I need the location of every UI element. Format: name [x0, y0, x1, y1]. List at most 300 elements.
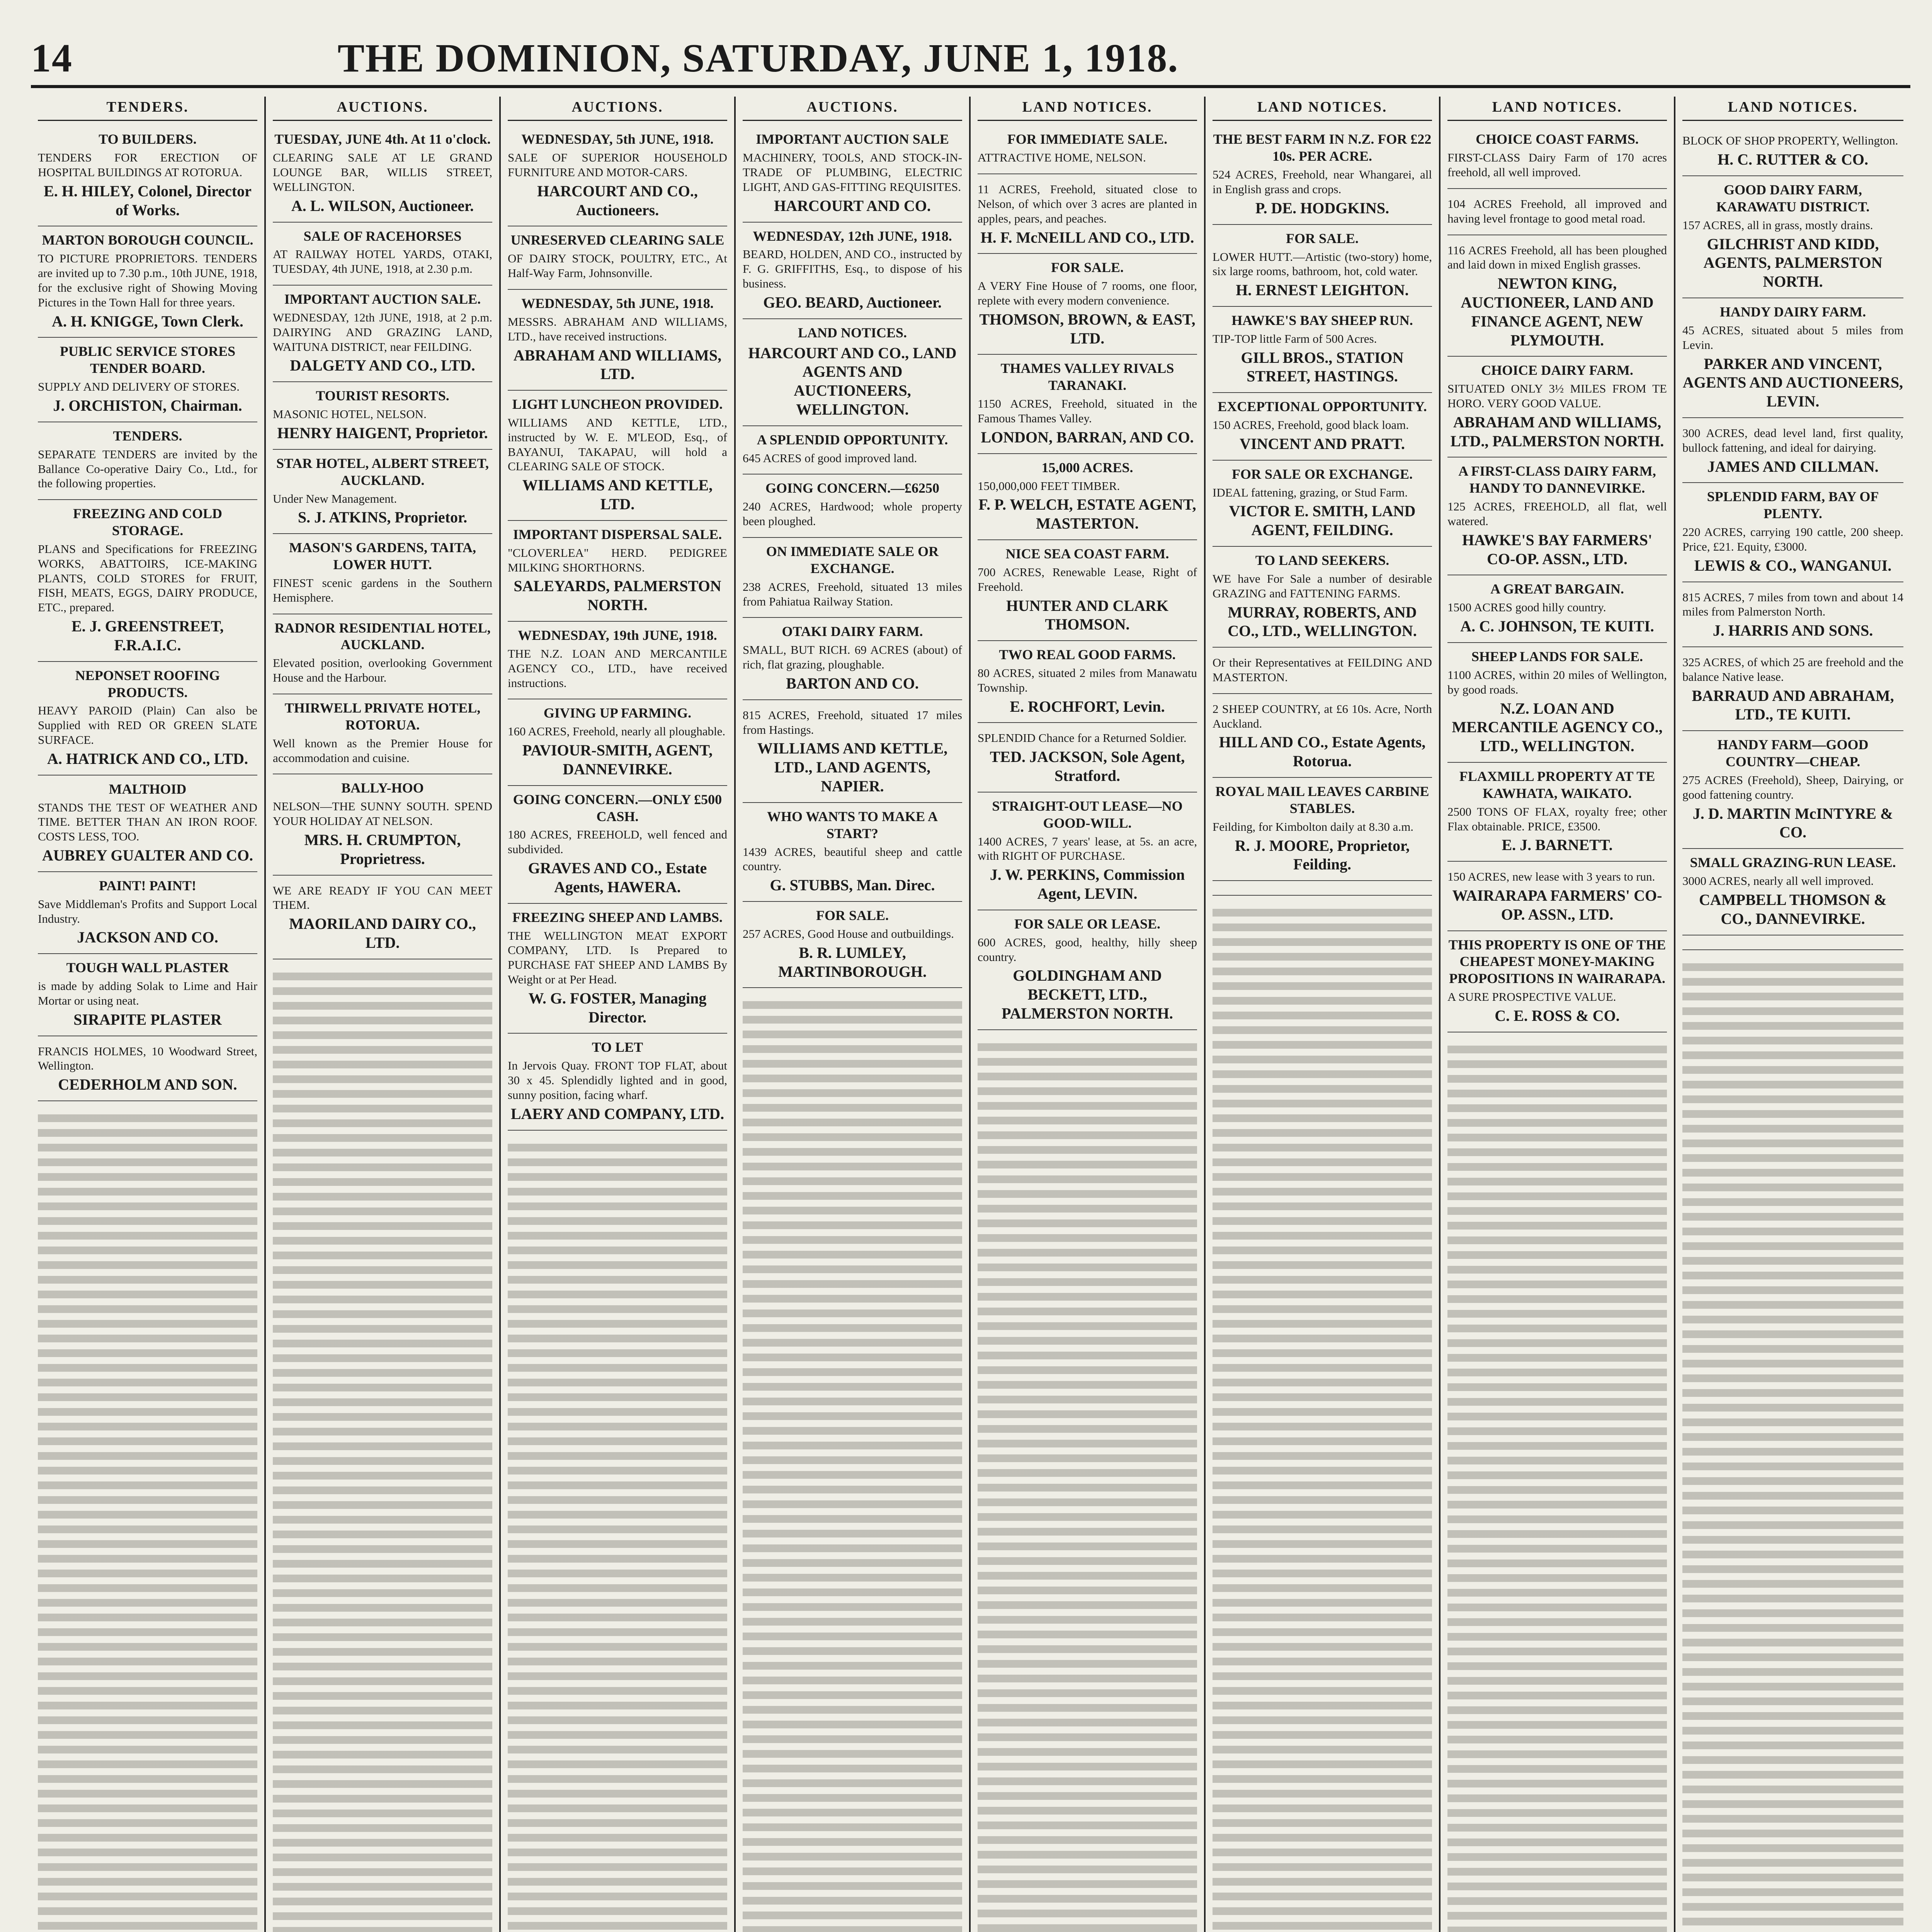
classified-ad — [1213, 461, 1432, 547]
classified-ad — [1447, 575, 1667, 643]
ad-text: SPLENDID Chance for a Returned Soldier. — [978, 731, 1187, 745]
ad-heading: TOUGH WALL PLASTER — [66, 960, 229, 976]
dense-small-print — [1213, 902, 1432, 1932]
ad-signature: HILL AND CO., Estate Agents, Rotorua. — [1219, 733, 1426, 770]
ad-signature: GOLDINGHAM AND BECKETT, LTD., PALMERSTON NORTH. — [1002, 967, 1173, 1022]
ad-heading: SPLENDID FARM, BAY OF PLENTY. — [1707, 489, 1879, 522]
ad-heading: NICE SEA COAST FARM. — [1005, 546, 1169, 561]
ad-text: FRANCIS HOLMES, 10 Woodward Street, Wellington. — [38, 1044, 257, 1073]
ad-text: WE have For Sale a number of desirable GRAZING and FATTENING FARMS. — [1213, 571, 1432, 600]
classified-ad — [508, 521, 727, 622]
ad-heading: FOR IMMEDIATE SALE. — [1007, 131, 1168, 147]
ad-signature: N.Z. LOAN AND MERCANTILE AGENCY CO., LTD., WELLINGTON. — [1452, 699, 1663, 755]
column-5 — [971, 97, 1206, 1932]
classified-ad — [38, 226, 257, 338]
classified-ad — [273, 223, 492, 286]
classified-ad — [38, 500, 257, 662]
classified-ad — [743, 618, 962, 700]
ad-signature: G. STUBBS, Man. Direc. — [770, 876, 935, 894]
page-number: 14 — [31, 36, 73, 80]
ad-signature: HARCOURT AND CO., LAND AGENTS AND AUCTIONEERS, WELLINGTON. — [748, 344, 957, 418]
ad-signature: E. J. BARNETT. — [1502, 836, 1613, 854]
ad-text: 104 ACRES Freehold, all improved and having level frontage to good metal road. — [1447, 197, 1667, 225]
ad-text: FIRST-CLASS Dairy Farm of 170 acres freehold, all well improved. — [1447, 151, 1667, 179]
ad-heading: WEDNESDAY, 19th JUNE, 1918. — [518, 628, 717, 643]
ad-heading: RADNOR RESIDENTIAL HOTEL, AUCKLAND. — [274, 620, 491, 653]
classified-ad — [978, 540, 1197, 641]
ad-heading: LAND NOTICES. — [798, 325, 907, 340]
ad-text: 180 ACRES, FREEHOLD, well fenced and subdivided. — [508, 828, 727, 856]
classified-ad — [743, 474, 962, 538]
column-7 — [1440, 97, 1675, 1932]
ad-signature: HUNTER AND CLARK THOMSON. — [1006, 597, 1169, 633]
ad-heading: GOOD DAIRY FARM, KARAWATU DISTRICT. — [1716, 182, 1870, 214]
ad-text: 150 ACRES, new lease with 3 years to run. — [1447, 870, 1655, 884]
ad-heading: GOING CONCERN.—£6250 — [765, 480, 940, 496]
ad-text: 325 ACRES, of which 25 are freehold and the balance Native lease. — [1682, 655, 1903, 684]
ad-signature: VINCENT AND PRATT. — [1240, 435, 1405, 452]
classified-ad — [978, 910, 1197, 1030]
ad-heading: STRAIGHT-OUT LEASE—NO GOOD-WILL. — [992, 798, 1183, 831]
ad-heading: ON IMMEDIATE SALE OR EXCHANGE. — [766, 543, 939, 576]
classified-ad — [1447, 931, 1667, 1032]
classified-ad — [273, 534, 492, 614]
column-heading: TENDERS. — [38, 97, 257, 121]
ad-heading: WEDNESDAY, 5th JUNE, 1918. — [521, 131, 714, 147]
dense-small-print — [38, 1107, 257, 1932]
newspaper-title: THE DOMINION, SATURDAY, JUNE 1, 1918. — [337, 36, 1179, 80]
classified-ad — [743, 426, 962, 475]
dense-small-print — [743, 994, 962, 1932]
ad-signature: SALEYARDS, PALMERSTON NORTH. — [514, 577, 721, 614]
ad-signature: J. W. PERKINS, Commission Agent, LEVIN. — [990, 866, 1185, 903]
ad-signature: DALGETY AND CO., LTD. — [290, 357, 475, 374]
ad-text: Well known as the Premier House for accommodation and cuisine. — [273, 736, 492, 765]
ad-signature: WAIRARAPA FARMERS' CO-OP. ASSN., LTD. — [1452, 886, 1662, 923]
classified-ad — [1682, 483, 1903, 582]
classified-ad — [978, 355, 1197, 454]
ad-text: WE ARE READY IF YOU CAN MEET THEM. — [273, 883, 492, 912]
ad-signature: E. J. GREENSTREET, F.R.A.I.C. — [71, 617, 224, 654]
ad-signature: HARCOURT AND CO., Auctioneers. — [537, 182, 698, 219]
ad-text: In Jervois Quay. FRONT TOP FLAT, about 30 x 45. Splendidly lighted and in good, sunny position, facing wharf. — [508, 1059, 727, 1102]
ad-signature: B. R. LUMLEY, MARTINBOROUGH. — [778, 944, 927, 980]
ad-heading: SHEEP LANDS FOR SALE. — [1471, 649, 1643, 664]
dense-small-print — [1682, 956, 1903, 1932]
classified-ad — [273, 450, 492, 534]
ad-heading: A GREAT BARGAIN. — [1490, 581, 1624, 597]
ad-signature: BARTON AND CO. — [786, 674, 919, 692]
ad-text: 600 ACRES, good, healthy, hilly sheep country. — [978, 935, 1197, 964]
ad-text: SMALL, BUT RICH. 69 ACRES (about) of rich, flat grazing, ploughable. — [743, 643, 962, 672]
ad-text: "CLOVERLEA" HERD. PEDIGREE MILKING SHORTHORNS. — [508, 546, 727, 574]
ad-signature: MURRAY, ROBERTS, AND CO., LTD., WELLINGTON. — [1228, 603, 1417, 640]
column-2 — [266, 97, 501, 1932]
ad-text: 125 ACRES, FREEHOLD, all flat, well watered. — [1447, 500, 1667, 528]
classified-ad — [273, 876, 492, 959]
classified-ad — [1447, 357, 1667, 457]
ad-text: THE N.Z. LOAN AND MERCANTILE AGENCY CO., LTD., have received instructions. — [508, 646, 727, 690]
classified-ad — [1682, 647, 1903, 731]
ad-signature: LAERY AND COMPANY, LTD. — [510, 1105, 724, 1122]
ad-text: TIP-TOP little Farm of 500 Acres. — [1213, 332, 1377, 345]
ad-heading: TUESDAY, JUNE 4th. At 11 o'clock. — [274, 131, 491, 147]
classified-ad — [1213, 881, 1432, 896]
ad-heading: HANDY DAIRY FARM. — [1719, 304, 1866, 320]
ad-text: 700 ACRES, Renewable Lease, Right of Freehold. — [978, 565, 1197, 594]
classified-ad — [1447, 126, 1667, 189]
column-6 — [1206, 97, 1440, 1932]
classified-ad — [1213, 694, 1432, 778]
ad-text: 1150 ACRES, Freehold, situated in the Famous Thames Valley. — [978, 397, 1197, 425]
ad-signature: J. D. MARTIN McINTYRE & CO. — [1692, 804, 1893, 841]
ad-signature: CEDERHOLM AND SON. — [58, 1076, 237, 1094]
classified-ad — [743, 319, 962, 426]
ad-text: ATTRACTIVE HOME, NELSON. — [978, 151, 1146, 165]
ad-text: STANDS THE TEST OF WEATHER AND TIME. BETTER THAN AN IRON ROOF. COSTS LESS, TOO. — [38, 800, 257, 844]
ad-heading: OTAKI DAIRY FARM. — [782, 624, 923, 639]
ad-text: TENDERS FOR ERECTION OF HOSPITAL BUILDINGS AT ROTORUA. — [38, 151, 257, 179]
ad-text: 524 ACRES, Freehold, near Whangarei, all in English grass and crops. — [1213, 168, 1432, 196]
classified-ad — [1682, 582, 1903, 647]
ad-text: 238 ACRES, Freehold, situated 13 miles from Pahiatua Railway Station. — [743, 580, 962, 608]
ad-signature: F. P. WELCH, ESTATE AGENT, MASTERTON. — [978, 496, 1196, 532]
ad-heading: THIRWELL PRIVATE HOTEL, ROTORUA. — [284, 700, 481, 733]
classified-ad — [38, 662, 257, 776]
ad-text: 150 ACRES, Freehold, good black loam. — [1213, 418, 1409, 432]
classified-ad — [1213, 547, 1432, 648]
dense-small-print — [508, 1137, 727, 1932]
classified-ad — [508, 699, 727, 786]
ad-text: BEARD, HOLDEN, AND CO., instructed by F. G. GRIFFITHS, Esq., to dispose of his business. — [743, 247, 962, 291]
ad-heading: FOR SALE OR LEASE. — [1014, 916, 1161, 932]
ad-text: WILLIAMS AND KETTLE, LTD., instructed by W. E. M'LEOD, Esq., of BAYANUI, TAKAPAU, will hold a CLEARING SALE OF STOCK. — [508, 416, 727, 473]
ad-text: Under New Management. — [273, 492, 397, 505]
classified-ad — [1447, 189, 1667, 235]
ad-signature: MAORILAND DAIRY CO., LTD. — [289, 915, 476, 951]
ad-heading: UNRESERVED CLEARING SALE — [510, 232, 724, 248]
ad-signature: BARRAUD AND ABRAHAM, LTD., TE KUITI. — [1692, 687, 1894, 723]
ad-signature: H. F. McNEILL AND CO., LTD. — [980, 228, 1194, 246]
ad-heading: LIGHT LUNCHEON PROVIDED. — [512, 396, 723, 412]
ad-text: BLOCK OF SHOP PROPERTY, Wellington. — [1682, 134, 1898, 148]
ad-heading: TO BUILDERS. — [99, 131, 197, 147]
ad-signature: S. J. ATKINS, Proprietor. — [298, 509, 468, 526]
classified-ad — [1213, 778, 1432, 881]
ad-signature: E. H. HILEY, Colonel, Director of Works. — [44, 182, 252, 219]
column-heading: AUCTIONS. — [743, 97, 962, 121]
ad-heading: FLAXMILL PROPERTY AT TE KAWHATA, WAIKATO. — [1459, 768, 1655, 801]
ad-signature: AUBREY GUALTER AND CO. — [42, 847, 253, 864]
ad-heading: CHOICE COAST FARMS. — [1476, 131, 1639, 147]
columns — [31, 97, 1910, 1932]
classified-ad — [508, 622, 727, 699]
ad-signature: PARKER AND VINCENT, AGENTS AND AUCTIONEERS, LEVIN. — [1682, 355, 1903, 410]
ad-text: 1100 ACRES, within 20 miles of Wellington, by good roads. — [1447, 668, 1667, 696]
ad-signature: C. E. ROSS & CO. — [1495, 1007, 1620, 1025]
ad-text: 45 ACRES, situated about 5 miles from Levin. — [1682, 323, 1903, 352]
ad-signature: ABRAHAM AND WILLIAMS, LTD., PALMERSTON NORTH. — [1450, 413, 1664, 450]
classified-ad — [1682, 418, 1903, 483]
ad-text: THE WELLINGTON MEAT EXPORT COMPANY, LTD. Is Prepared to PURCHASE FAT SHEEP AND LAMBS By Weight or at Per Head. — [508, 929, 727, 986]
ad-text: Feilding, for Kimbolton daily at 8.30 a.m. — [1213, 820, 1414, 833]
ad-text: OF DAIRY STOCK, POULTRY, ETC., At Half-Way Farm, Johnsonville. — [508, 252, 727, 280]
ad-heading: GIVING UP FARMING. — [543, 705, 692, 721]
classified-ad — [1213, 126, 1432, 224]
ad-signature: A. C. JOHNSON, TE KUITI. — [1460, 617, 1654, 635]
column-1 — [31, 97, 266, 1932]
classified-ad — [743, 538, 962, 618]
ad-text: MASONIC HOTEL, NELSON. — [273, 407, 427, 421]
classified-ad — [38, 126, 257, 226]
ad-heading: STAR HOTEL, ALBERT STREET, AUCKLAND. — [276, 455, 489, 488]
ad-signature: CAMPBELL THOMSON & CO., DANNEVIRKE. — [1699, 891, 1887, 927]
ad-heading: MALTHOID — [109, 781, 187, 797]
classified-ad — [1447, 862, 1667, 931]
ad-text: FINEST scenic gardens in the Southern Hemisphere. — [273, 576, 492, 604]
classified-ad — [1213, 307, 1432, 393]
classified-ad — [978, 126, 1197, 174]
classified-ad — [1682, 298, 1903, 418]
classified-ad — [508, 290, 727, 391]
ad-text: 11 ACRES, Freehold, situated close to Nelson, of which over 3 acres are planted in apples, pears, and peaches. — [978, 182, 1197, 225]
ad-text: 157 ACRES, all in grass, mostly drains. — [1682, 218, 1873, 232]
ad-heading: FREEZING AND COLD STORAGE. — [73, 506, 223, 539]
ad-text: 80 ACRES, situated 2 miles from Manawatu Township. — [978, 666, 1197, 694]
classified-ad — [743, 803, 962, 902]
ad-signature: WILLIAMS AND KETTLE, LTD., LAND AGENTS, NAPIER. — [757, 740, 948, 795]
ad-heading: SALE OF RACEHORSES — [303, 228, 462, 244]
ad-heading: PUBLIC SERVICE STORES TENDER BOARD. — [60, 344, 236, 376]
ad-text: 1500 ACRES good hilly country. — [1447, 600, 1606, 614]
classified-ad — [1682, 126, 1903, 176]
ad-heading: 15,000 ACRES. — [1041, 459, 1133, 475]
ad-heading: PAINT! PAINT! — [99, 878, 196, 893]
ad-text: A VERY Fine House of 7 rooms, one floor, replete with every modern convenience. — [978, 279, 1197, 308]
classified-ad — [38, 1036, 257, 1101]
ad-text: Elevated position, overlooking Government House and the Harbour. — [273, 656, 492, 685]
ad-text: MESSRS. ABRAHAM AND WILLIAMS, LTD., have received instructions. — [508, 315, 727, 343]
newspaper-page — [31, 31, 1910, 1932]
ad-text: 2 SHEEP COUNTRY, at £6 10s. Acre, North Auckland. — [1213, 702, 1432, 730]
ad-signature: HARCOURT AND CO. — [774, 197, 931, 214]
classified-ad — [38, 954, 257, 1036]
column-4 — [736, 97, 971, 1932]
ad-text: 815 ACRES, Freehold, situated 17 miles from Hastings. — [743, 708, 962, 736]
dense-small-print — [978, 1036, 1197, 1932]
ad-signature: A. H. KNIGGE, Town Clerk. — [52, 312, 243, 330]
ad-text: SUPPLY AND DELIVERY OF STORES. — [38, 380, 240, 394]
ad-heading: SMALL GRAZING-RUN LEASE. — [1690, 855, 1896, 871]
ad-heading: TENDERS. — [113, 428, 182, 444]
classified-ad — [1213, 393, 1432, 461]
classified-ad — [273, 126, 492, 222]
ad-text: WEDNESDAY, 12th JUNE, 1918, at 2 p.m. DAIRYING AND GRAZING LAND, WAITUNA DISTRICT, near FEILDING. — [273, 310, 492, 354]
ad-text: 150,000,000 FEET TIMBER. — [978, 479, 1120, 493]
column-heading: LAND NOTICES. — [978, 97, 1197, 121]
classified-ad — [273, 382, 492, 450]
ad-heading: IMPORTANT DISPERSAL SALE. — [513, 526, 722, 542]
ad-signature: MRS. H. CRUMPTON, Proprietress. — [304, 831, 461, 867]
ad-text: 116 ACRES Freehold, all has been ploughed and laid down in mixed English grasses. — [1447, 243, 1667, 272]
classified-ad — [1213, 648, 1432, 694]
ad-heading: HANDY FARM—GOOD COUNTRY—CHEAP. — [1717, 737, 1869, 770]
column-3 — [501, 97, 736, 1932]
ad-signature: HENRY HAIGENT, Proprietor. — [277, 424, 488, 442]
ad-signature: NEWTON KING, AUCTIONEER, LAND AND FINANCE AGENT, NEW PLYMOUTH. — [1461, 275, 1654, 349]
classified-ad — [743, 902, 962, 988]
column-heading: LAND NOTICES. — [1682, 97, 1903, 121]
dense-small-print — [273, 966, 492, 1932]
ad-text: IDEAL fattening, grazing, or Stud Farm. — [1213, 485, 1408, 499]
ad-heading: THAMES VALLEY RIVALS TARANAKI. — [1000, 361, 1174, 393]
classified-ad — [508, 391, 727, 521]
ad-signature: R. J. MOORE, Proprietor, Feilding. — [1235, 837, 1410, 873]
ad-signature: HAWKE'S BAY FARMERS' CO-OP. ASSN., LTD. — [1462, 531, 1652, 568]
classified-ad — [1682, 849, 1903, 935]
ad-heading: A SPLENDID OPPORTUNITY. — [757, 432, 948, 447]
ad-signature: JACKSON AND CO. — [77, 929, 218, 946]
ad-text: 645 ACRES of good improved land. — [743, 451, 917, 465]
ad-signature: W. G. FOSTER, Managing Director. — [528, 989, 707, 1026]
ad-heading: TWO REAL GOOD FARMS. — [999, 647, 1176, 663]
ad-heading: FOR SALE. — [816, 908, 889, 923]
column-8 — [1675, 97, 1910, 1932]
classified-ad — [978, 723, 1197, 792]
classified-ad — [38, 338, 257, 422]
ad-heading: CHOICE DAIRY FARM. — [1481, 362, 1633, 378]
classified-ad — [743, 223, 962, 319]
ad-heading: TOURIST RESORTS. — [316, 388, 449, 404]
ad-heading: ROYAL MAIL LEAVES CARBINE STABLES. — [1215, 784, 1429, 816]
ad-heading: FOR SALE. — [1286, 230, 1359, 246]
ad-signature: A. HATRICK AND CO., LTD. — [47, 750, 248, 767]
ad-text: LOWER HUTT.—Artistic (two-story) home, six large rooms, bathroom, hot, cold water. — [1213, 250, 1432, 278]
ad-heading: MASON'S GARDENS, TAITA, LOWER HUTT. — [289, 540, 476, 573]
ad-text: 220 ACRES, carrying 190 cattle, 200 sheep. Price, £21. Equity, £3000. — [1682, 525, 1903, 553]
classified-ad — [1447, 763, 1667, 862]
classified-ad — [508, 226, 727, 290]
classified-ad — [38, 776, 257, 872]
classified-ad — [1447, 457, 1667, 575]
ad-heading: GOING CONCERN.—ONLY £500 CASH. — [513, 791, 722, 824]
column-heading: LAND NOTICES. — [1213, 97, 1432, 121]
classified-ad — [1682, 935, 1903, 950]
classified-ad — [978, 254, 1197, 355]
ad-signature: P. DE. HODGKINS. — [1255, 199, 1389, 217]
dense-small-print — [1447, 1039, 1667, 1932]
ad-signature: LEWIS & CO., WANGANUI. — [1694, 556, 1892, 574]
ad-heading: FOR SALE OR EXCHANGE. — [1231, 466, 1413, 482]
classified-ad — [978, 641, 1197, 723]
ad-heading: IMPORTANT AUCTION SALE — [756, 131, 949, 147]
ad-text: CLEARING SALE AT LE GRAND LOUNGE BAR, WILLIS STREET, WELLINGTON. — [273, 151, 492, 194]
ad-signature: J. ORCHISTON, Chairman. — [53, 397, 242, 415]
ad-signature: H. ERNEST LEIGHTON. — [1236, 281, 1409, 299]
ad-heading: WHO WANTS TO MAKE A START? — [767, 808, 938, 841]
ad-text: 275 ACRES (Freehold), Sheep, Dairying, or good fattening country. — [1682, 773, 1903, 801]
ad-signature: LONDON, BARRAN, AND CO. — [981, 428, 1194, 446]
ad-text: PLANS and Specifications for FREEZING WORKS, ABATTOIRS, ICE-MAKING PLANTS, COLD STORES for FRUIT, FISH, MEATS, EGGS, DAIRY PRODUCE, ETC., prepared. — [38, 542, 257, 614]
ad-heading: NEPONSET ROOFING PRODUCTS. — [75, 667, 220, 700]
ad-heading: THE BEST FARM IN N.Z. FOR £22 10s. PER ACRE. — [1213, 131, 1432, 164]
ad-text: 2500 TONS OF FLAX, royalty free; other Flax obtainable. PRICE, £3500. — [1447, 804, 1667, 833]
ad-signature: THOMSON, BROWN, & EAST, LTD. — [979, 310, 1196, 347]
ad-text: TO PICTURE PROPRIETORS. TENDERS are invited up to 7.30 p.m., 10th JUNE, 1918, for the exclusive right of Showing Moving Pictures in the Town Hall for three years. — [38, 252, 257, 309]
ad-signature: PAVIOUR-SMITH, AGENT, DANNEVIRKE. — [522, 742, 713, 778]
ad-signature: ABRAHAM AND WILLIAMS, LTD. — [513, 346, 722, 383]
ad-text: NELSON—THE SUNNY SOUTH. SPEND YOUR HOLIDAY AT NELSON. — [273, 799, 492, 828]
classified-ad — [978, 174, 1197, 254]
ad-text: 257 ACRES, Good House and outbuildings. — [743, 927, 954, 940]
ad-text: AT RAILWAY HOTEL YARDS, OTAKI, TUESDAY, 4th JUNE, 1918, at 2.30 p.m. — [273, 247, 492, 276]
ad-heading: FOR SALE. — [1051, 260, 1124, 276]
ad-text: 1400 ACRES, 7 years' lease, at 5s. an acre, with RIGHT OF PURCHASE. — [978, 834, 1197, 863]
ad-text: 240 ACRES, Hardwood; whole property been ploughed. — [743, 500, 962, 528]
ad-text: 3000 ACRES, nearly all well improved. — [1682, 874, 1874, 888]
classified-ad — [978, 793, 1197, 910]
ad-text: A SURE PROSPECTIVE VALUE. — [1447, 990, 1616, 1004]
ad-signature: TED. JACKSON, Sole Agent, Stratford. — [990, 748, 1185, 785]
classified-ad — [1682, 176, 1903, 298]
ad-heading: IMPORTANT AUCTION SALE. — [284, 291, 481, 307]
ad-text: 160 ACRES, Freehold, nearly all ploughable. — [508, 724, 726, 738]
classified-ad — [273, 614, 492, 694]
classified-ad — [1213, 225, 1432, 307]
ad-signature: WILLIAMS AND KETTLE, LTD. — [522, 476, 713, 513]
ad-signature: A. L. WILSON, Auctioneer. — [291, 197, 474, 214]
ad-signature: SIRAPITE PLASTER — [73, 1010, 222, 1028]
column-heading: AUCTIONS. — [508, 97, 727, 121]
ad-signature: VICTOR E. SMITH, LAND AGENT, FEILDING. — [1229, 502, 1416, 539]
ad-signature: GILCHRIST AND KIDD, AGENTS, PALMERSTON NORTH. — [1703, 235, 1883, 291]
ad-signature: JAMES AND CILLMAN. — [1707, 457, 1879, 475]
ad-text: Or their Representatives at FEILDING AND MASTERTON. — [1213, 656, 1432, 684]
classified-ad — [1682, 731, 1903, 849]
classified-ad — [38, 872, 257, 954]
ad-heading: FREEZING SHEEP AND LAMBS. — [512, 909, 723, 925]
ad-heading: TO LET — [592, 1039, 643, 1055]
ad-signature: GILL BROS., STATION STREET, HASTINGS. — [1241, 349, 1404, 385]
ad-signature: J. HARRIS AND SONS. — [1713, 622, 1873, 639]
ad-heading: EXCEPTIONAL OPPORTUNITY. — [1218, 399, 1427, 415]
column-heading: LAND NOTICES. — [1447, 97, 1667, 121]
ad-heading: TO LAND SEEKERS. — [1255, 553, 1389, 568]
classified-ad — [508, 126, 727, 226]
ad-text: SEPARATE TENDERS are invited by the Ballance Co-operative Dairy Co., Ltd., for the following properties. — [38, 447, 257, 490]
ad-signature: E. ROCHFORT, Levin. — [1010, 697, 1165, 715]
classified-ad — [508, 904, 727, 1034]
ad-heading: A FIRST-CLASS DAIRY FARM, HANDY TO DANNEVIRKE. — [1458, 463, 1656, 496]
classified-ad — [273, 286, 492, 382]
ad-signature: GEO. BEARD, Auctioneer. — [763, 293, 942, 311]
ad-signature: GRAVES AND CO., Estate Agents, HAWERA. — [528, 859, 707, 896]
ad-text: Save Middleman's Profits and Support Local Industry. — [38, 897, 257, 925]
classified-ad — [508, 786, 727, 904]
ad-text: is made by adding Solak to Lime and Hair Mortar or using neat. — [38, 979, 257, 1007]
ad-heading: BALLY-HOO — [341, 780, 424, 796]
ad-text: SALE OF SUPERIOR HOUSEHOLD FURNITURE AND MOTOR-CARS. — [508, 151, 727, 179]
classified-ad — [508, 1034, 727, 1130]
ad-text: HEAVY PAROID (Plain) Can also be Supplied with RED OR GREEN SLATE SURFACE. — [38, 704, 257, 747]
ad-heading: HAWKE'S BAY SHEEP RUN. — [1231, 312, 1413, 328]
ad-signature: H. C. RUTTER & CO. — [1717, 151, 1869, 168]
classified-ad — [273, 694, 492, 774]
classified-ad — [978, 454, 1197, 540]
ad-text: SITUATED ONLY 3½ MILES FROM TE HORO. VERY GOOD VALUE. — [1447, 382, 1667, 410]
ad-text: 300 ACRES, dead level land, first quality, bullock fattening, and ideal for dairying. — [1682, 426, 1903, 454]
ad-heading: MARTON BOROUGH COUNCIL. — [42, 232, 253, 248]
